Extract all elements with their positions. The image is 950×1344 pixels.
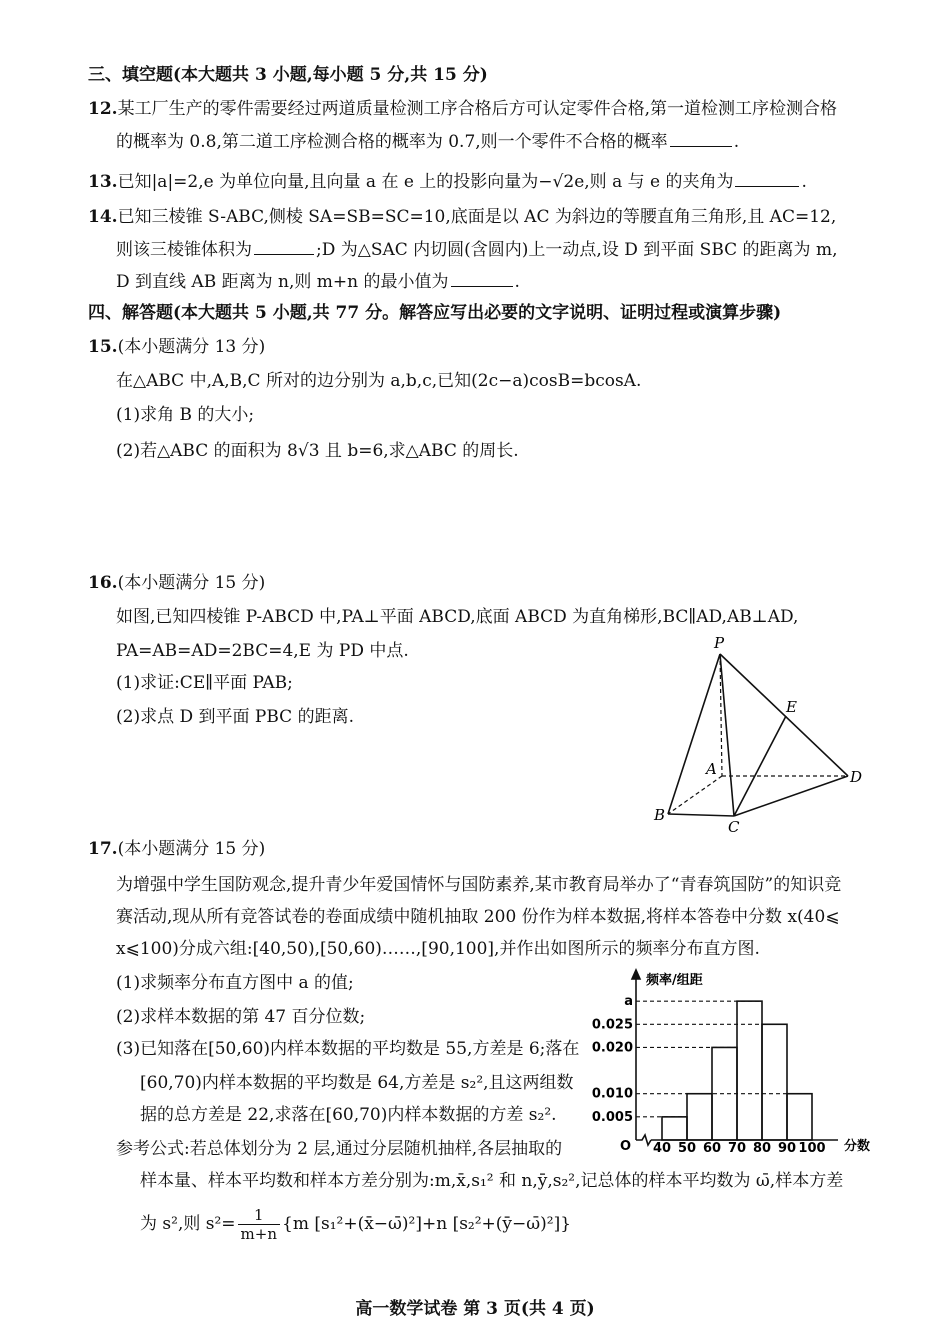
q17-part3-line3: 据的总方差是 22,求落在[60,70)内样本数据的方差 s₂².: [140, 1105, 557, 1125]
x-tick-label: 40: [652, 1141, 672, 1154]
q14-period: .: [514, 272, 520, 292]
q15-number: 15.: [88, 337, 118, 357]
x-tick-label: 80: [752, 1141, 772, 1154]
q14-text-2b: ;D 为△SAC 内切圆(含圆内)上一动点,设 D 到平面 SBC 的距离为 m,: [316, 240, 838, 260]
q17-part3-line1: (3)已知落在[50,60)内样本数据的平均数是 55,方差是 6;落在: [116, 1039, 580, 1059]
q14-line3: [116, 268, 520, 295]
q17-part3-line2: [60,70)内样本数据的平均数是 64,方差是 s₂²,且这两组数: [140, 1073, 574, 1093]
formula-rhs: {m [s₁²+(x̄−ω̄)²]+n [s₂²+(ȳ−ω̄)²]}: [282, 1214, 572, 1234]
y-tick-label: 0.025: [591, 1017, 633, 1033]
q16-heading: [88, 570, 265, 596]
q13-line: [88, 168, 807, 195]
section3-header: 三、填空题(本大题共 3 小题,每小题 5 分,共 15 分): [88, 65, 488, 85]
q14-text-2a: 则该三棱锥体积为: [116, 240, 252, 260]
label-D: D: [850, 768, 863, 786]
page-footer: 高一数学试卷 第 3 页(共 4 页): [355, 1299, 595, 1319]
x-axis-label: 分数: [844, 1139, 871, 1154]
q16-stem-2: PA=AB=AD=2BC=4,E 为 PD 中点.: [116, 641, 409, 661]
q14-answer-blank-1[interactable]: [254, 236, 314, 255]
histogram-bar: [762, 1024, 787, 1140]
q14-text-1: 已知三棱锥 S-ABC,侧棱 SA=SB=SC=10,底面是以 AC 为斜边的等腰直角三角形,且 AC=12,: [117, 207, 837, 227]
q17-stem-1: 为增强中学生国防观念,提升青少年爱国情怀与国防素养,某市教育局举办了“青春筑国防”的知识竞: [116, 875, 842, 895]
x-axis-break: [636, 1135, 651, 1145]
edge-PC: [720, 654, 734, 816]
q17-heading: [88, 836, 265, 862]
label-E: E: [786, 698, 797, 716]
q15-heading: [88, 334, 265, 360]
y-tick-label: 0.010: [591, 1086, 633, 1102]
q14-answer-blank-2[interactable]: [451, 268, 513, 287]
formula-fraction: [238, 1206, 280, 1243]
histogram-bar: [737, 1001, 762, 1140]
label-B: B: [654, 806, 666, 824]
label-A: A: [706, 760, 717, 778]
fraction-numerator: 1: [254, 1206, 264, 1224]
q17-part1: (1)求频率分布直方图中 a 的值;: [116, 973, 354, 993]
x-tick-label: 90: [777, 1141, 797, 1154]
q17-stem-3: x⩽100)分成六组:[40,50),[50,60)……,[90,100],并作出如图所示的频率分布直方图.: [116, 939, 760, 959]
pyramid-figure: [650, 632, 870, 832]
q12-period: .: [733, 132, 740, 152]
q17-reference-3: [140, 1204, 571, 1244]
y-tick-label: 0.005: [591, 1109, 633, 1125]
edge-BC: [668, 814, 734, 816]
q12-text-2: 的概率为 0.8,第二道工序检测合格的概率为 0.7,则一个零件不合格的概率: [116, 132, 668, 152]
q16-stem-1: 如图,已知四棱锥 P-ABCD 中,PA⊥平面 ABCD,底面 ABCD 为直角梯形,BC∥AD,AB⊥AD,: [116, 607, 799, 627]
q12-line2: [116, 128, 739, 155]
q12-text-1: 某工厂生产的零件需要经过两道质量检测工序合格后方可认定零件合格,第一道检测工序检测合格: [117, 99, 837, 119]
q14-text-3: D 到直线 AB 距离为 n,则 m+n 的最小值为: [116, 272, 449, 292]
x-tick-label: 60: [702, 1141, 722, 1154]
q17-reference-1: 参考公式:若总体划分为 2 层,通过分层随机抽样,各层抽取的: [116, 1139, 563, 1159]
q17-part2: (2)求样本数据的第 47 百分位数;: [116, 1007, 366, 1027]
histogram-bar: [787, 1094, 812, 1140]
q17-reference-2: 样本量、样本平均数和样本方差分别为:m,x̄,s₁² 和 n,ȳ,s₂²,记总体的样本平均数为 ω̄,样本方差: [140, 1171, 844, 1191]
q15-stem: 在△ABC 中,A,B,C 所对的边分别为 a,b,c,已知(2c−a)cosB=bcosA.: [116, 371, 642, 391]
q14-line2: [116, 236, 837, 263]
fraction-denominator: m+n: [238, 1224, 280, 1243]
edge-PB: [668, 654, 720, 814]
frequency-histogram: [590, 964, 890, 1154]
q17-number: 17.: [88, 839, 118, 859]
q12-line1: [88, 96, 837, 122]
x-tick-label: 50: [677, 1141, 697, 1154]
x-tick-label: 70: [727, 1141, 747, 1154]
q15-score: (本小题满分 13 分): [117, 337, 266, 357]
q16-part1: (1)求证:CE∥平面 PAB;: [116, 673, 293, 693]
q12-number: 12.: [88, 99, 118, 119]
section4-header: 四、解答题(本大题共 5 小题,共 77 分。解答应写出必要的文字说明、证明过程或演算步骤): [88, 303, 782, 323]
q16-part2: (2)求点 D 到平面 PBC 的距离.: [116, 707, 354, 727]
label-C: C: [728, 818, 740, 832]
y-axis-label: 频率/组距: [646, 973, 703, 988]
q17-score: (本小题满分 15 分): [117, 839, 266, 859]
edge-AB: [668, 776, 722, 814]
x-tick-label: 100: [798, 1141, 826, 1154]
q17-stem-2: 赛活动,现从所有竞答试卷的卷面成绩中随机抽取 200 份作为样本数据,将样本答卷中分数 x(40⩽: [116, 907, 840, 927]
formula-lhs: 为 s²,则 s²=: [140, 1214, 236, 1234]
q14-line1: [88, 204, 836, 230]
histogram-bar: [662, 1117, 687, 1140]
q13-number: 13.: [88, 172, 118, 192]
q13-period: .: [801, 172, 807, 192]
y-tick-label: 0.020: [591, 1040, 633, 1056]
q15-part1: (1)求角 B 的大小;: [116, 405, 255, 425]
edge-PD: [720, 654, 848, 776]
origin-label: O: [620, 1139, 632, 1154]
q14-number: 14.: [88, 207, 118, 227]
label-P: P: [714, 634, 725, 652]
q13-text: 已知|a|=2,e 为单位向量,且向量 a 在 e 上的投影向量为−√2e,则 a 与 e 的夹角为: [117, 172, 734, 192]
q13-answer-blank[interactable]: [735, 168, 799, 187]
q12-answer-blank[interactable]: [670, 128, 732, 147]
q15-part2: (2)若△ABC 的面积为 8√3 且 b=6,求△ABC 的周长.: [116, 441, 519, 461]
y-axis-arrow: [632, 970, 640, 979]
q16-score: (本小题满分 15 分): [117, 573, 266, 593]
q16-number: 16.: [88, 573, 118, 593]
y-tick-label: a: [624, 994, 633, 1010]
histogram-bar: [687, 1094, 712, 1140]
